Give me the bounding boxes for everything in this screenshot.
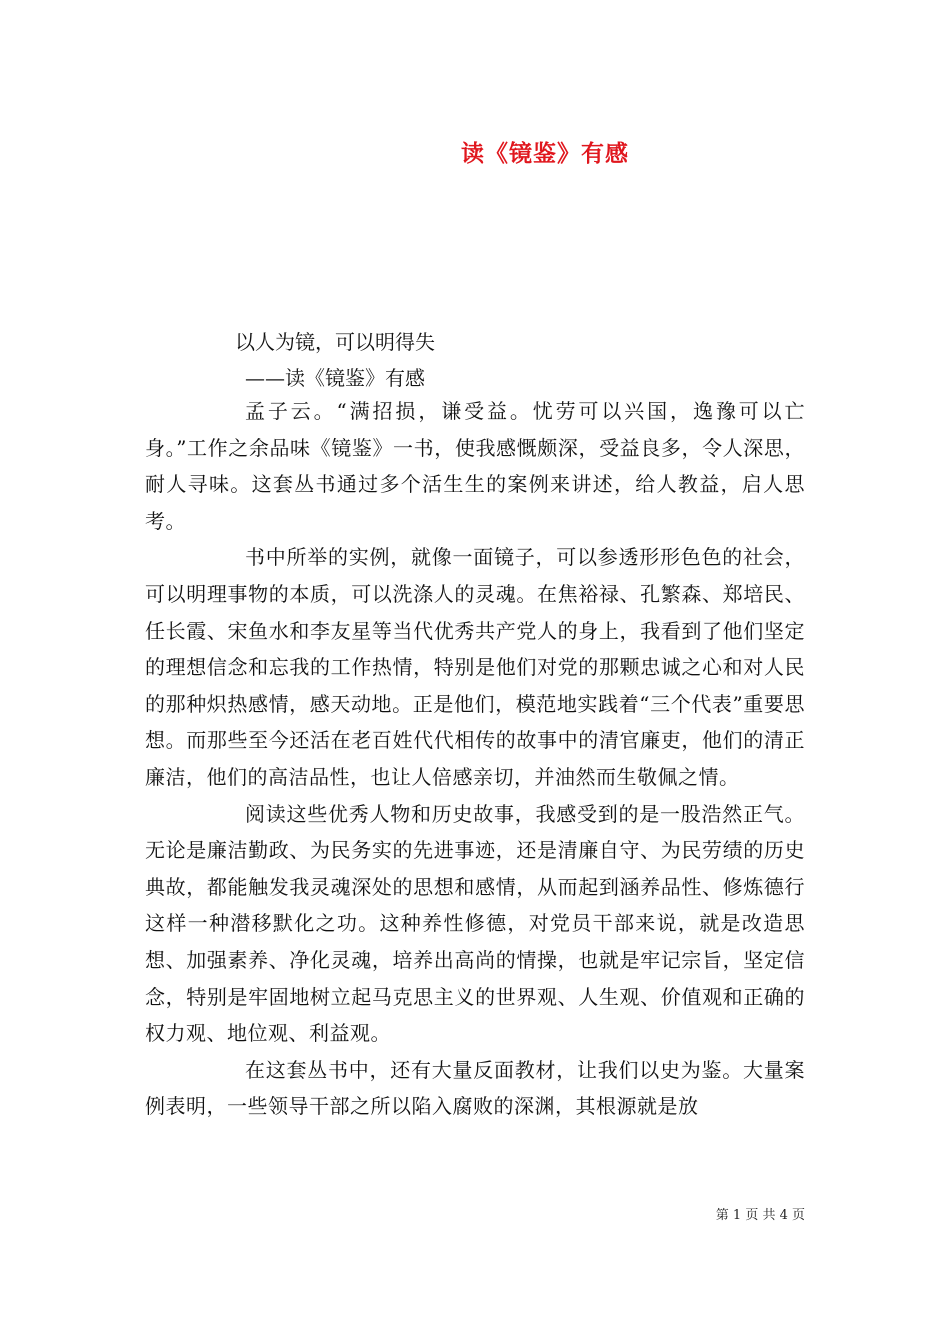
paragraph-1: 孟子云。“满招损，谦受益。忧劳可以兴国，逸豫可以亡身。”工作之余品味《镜鉴》一书，使我感慨颇深，受益良多，令人深思，耐人寻味。这套丛书通过多个活生生的案例来讲述，给人教益，启人思考。 <box>145 399 805 533</box>
subtitle-line-2: ——读《镜鉴》有感 <box>245 366 425 390</box>
page-number: 第 1 页 共 4 页 <box>715 1208 805 1223</box>
paragraph-4: 在这套丛书中，还有大量反面教材，让我们以史为鉴。大量案例表明，一些领导干部之所以陷入腐败的深渊，其根源就是放 <box>145 1057 805 1119</box>
subtitle-line-1: 以人为镜，可以明得失 <box>235 330 435 354</box>
body-text <box>145 393 805 1125</box>
page-title: 读《镜鉴》有感 <box>461 140 629 167</box>
paragraph-3: 阅读这些优秀人物和历史故事，我感受到的是一股浩然正气。无论是廉洁勤政、为民务实的先进事迹，还是清廉自守、为民劳绩的历史典故，都能触发我灵魂深处的思想和感情，从而起到涵养品性、修炼德行这样一种潜移默化之功。这种养性修德，对党员干部来说，就是改造思想、加强素养、净化灵魂，培养出高尚的情操，也就是牢记宗旨，坚定信念，特别是牢固地树立起马克思主义的世界观、人生观、价值观和正确的权力观、地位观、利益观。 <box>145 801 805 1046</box>
paragraph-2: 书中所举的实例，就像一面镜子，可以参透形形色色的社会，可以明理事物的本质，可以洗涤人的灵魂。在焦裕禄、孔繁森、郑培民、任长霞、宋鱼水和李友星等当代优秀共产党人的身上，我看到了他们坚定的理想信念和忘我的工作热情，特别是他们对党的那颗忠诚之心和对人民的那种炽热感情，感天动地。正是他们，模范地实践着“三个代表”重要思想。而那些至今还活在老百姓代代相传的故事中的清官廉吏，他们的清正廉洁，他们的高洁品性，也让人倍感亲切，并油然而生敬佩之情。 <box>145 545 805 789</box>
